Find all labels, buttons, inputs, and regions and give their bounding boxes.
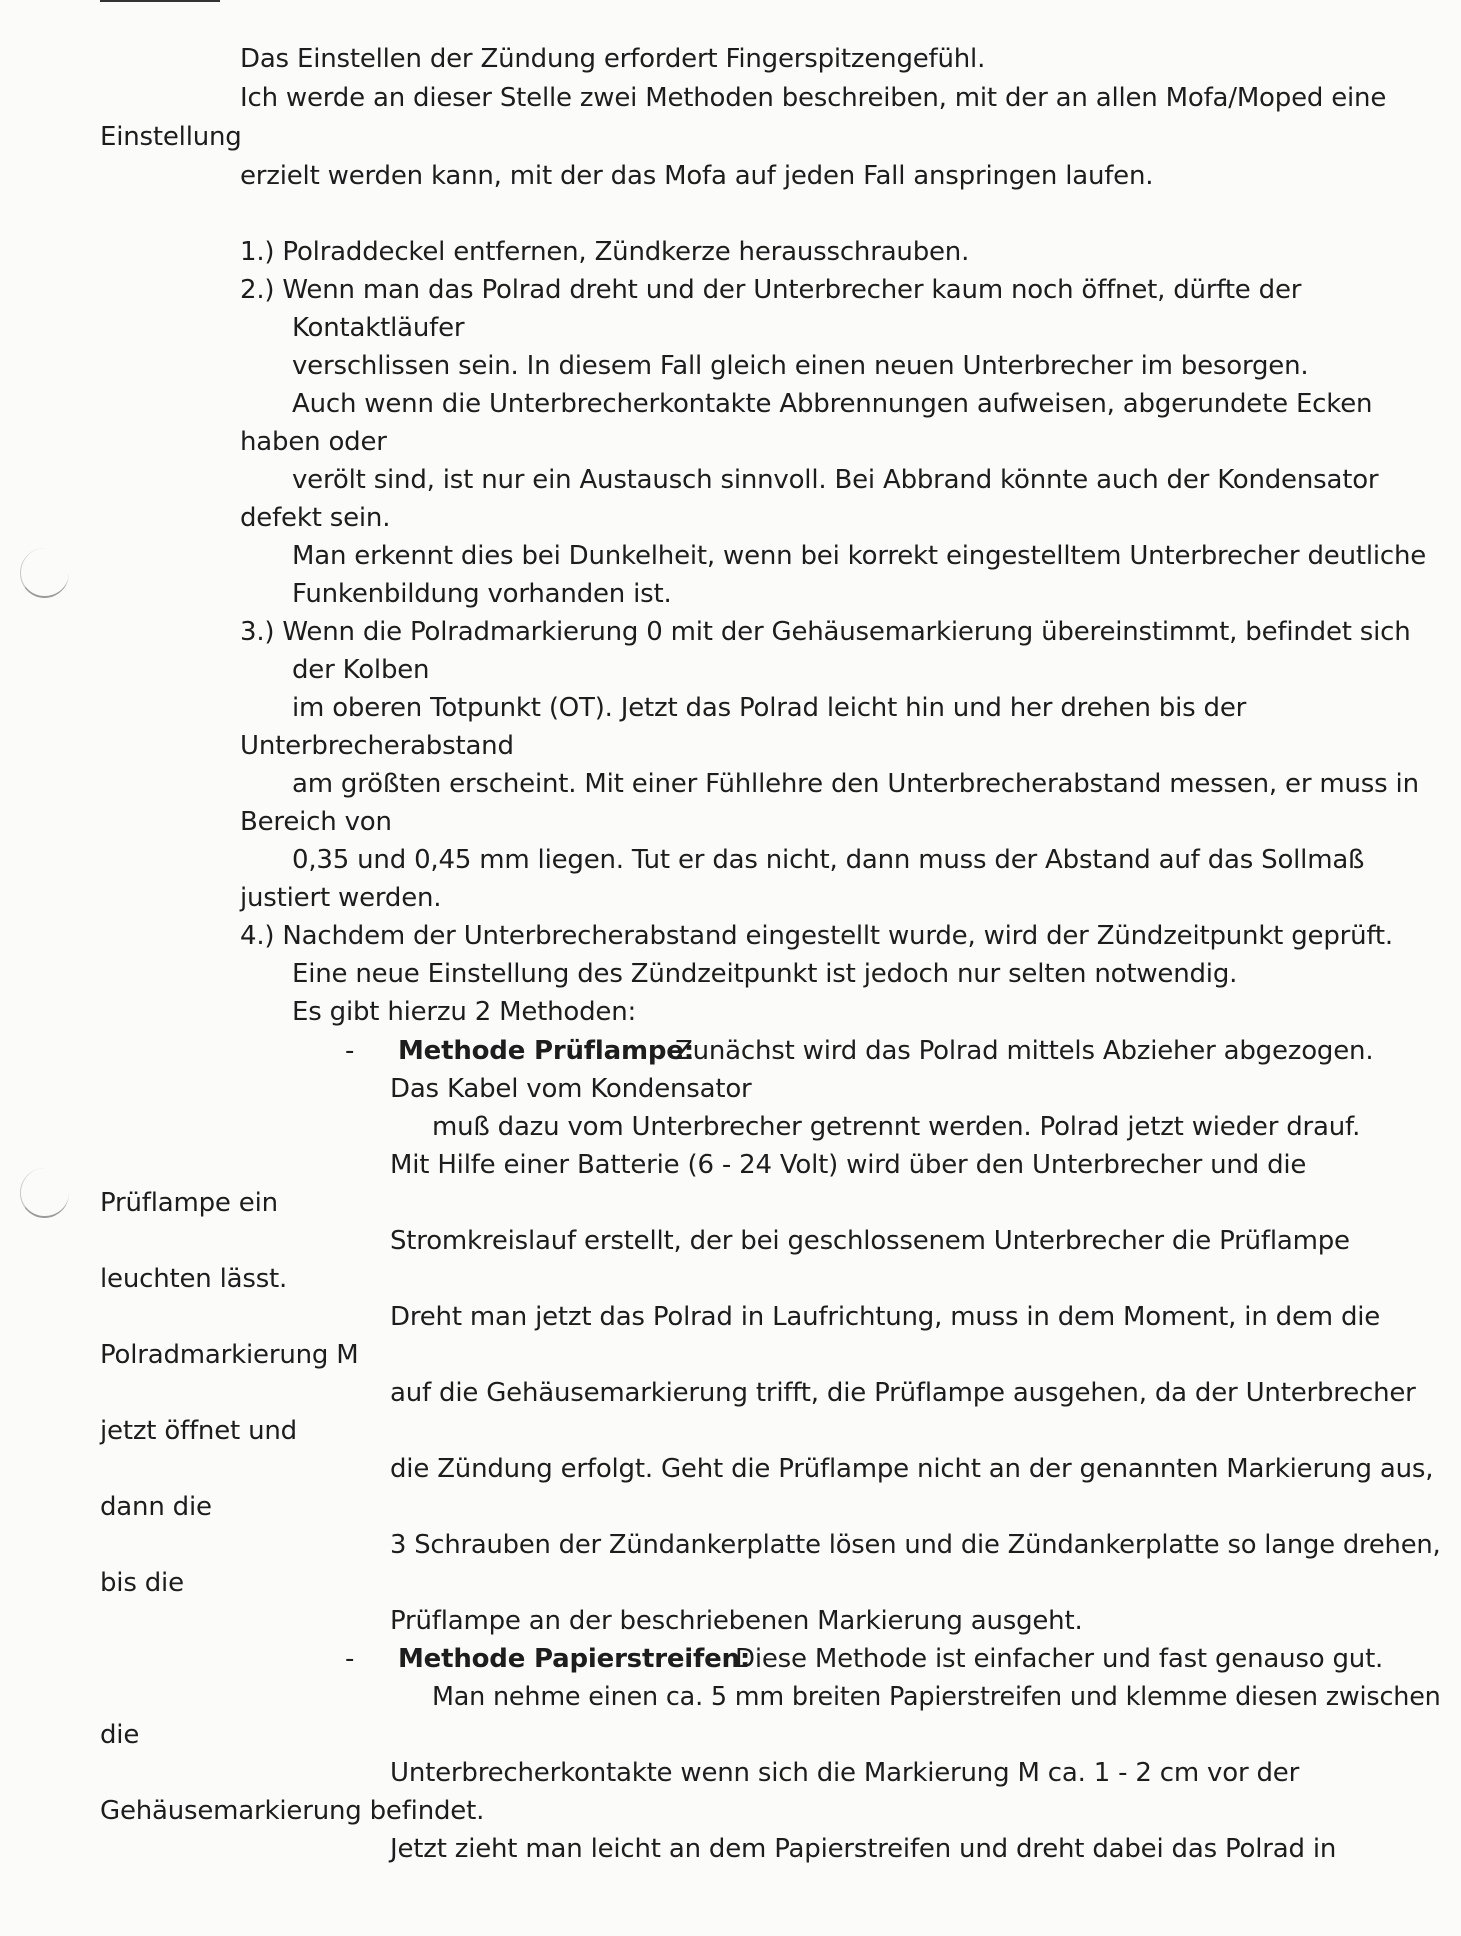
text-line: Stromkreislauf erstellt, der bei geschlossenem Unterbrecher die Prüflampe	[390, 1226, 1350, 1256]
text-line: erzielt werden kann, mit der das Mofa auf jeden Fall anspringen laufen.	[240, 161, 1154, 191]
text-line: 0,35 und 0,45 mm liegen. Tut er das nicht, dann muss der Abstand auf das Sollmaß	[292, 845, 1365, 875]
text-line: Gehäusemarkierung befindet.	[100, 1796, 485, 1826]
text-line: auf die Gehäusemarkierung trifft, die Prüflampe ausgehen, da der Unterbrecher	[390, 1378, 1416, 1408]
text-line: im oberen Totpunkt (OT). Jetzt das Polrad leicht hin und her drehen bis der	[292, 693, 1247, 723]
text-line: die	[100, 1720, 140, 1750]
text-line: 4.) Nachdem der Unterbrecherabstand eingestellt wurde, wird der Zündzeitpunkt geprüft.	[240, 921, 1393, 951]
text-line: Das Einstellen der Zündung erfordert Fingerspitzengefühl.	[240, 44, 986, 74]
text-line: Das Kabel vom Kondensator	[390, 1074, 752, 1104]
method-heading: Methode Papierstreifen:	[398, 1644, 751, 1674]
text-line: 2.) Wenn man das Polrad dreht und der Unterbrecher kaum noch öffnet, dürfte der	[240, 275, 1302, 305]
text-line: Auch wenn die Unterbrecherkontakte Abbrennungen aufweisen, abgerundete Ecken	[292, 389, 1373, 419]
text-line: Jetzt zieht man leicht an dem Papierstreifen und dreht dabei das Polrad in	[390, 1834, 1337, 1864]
top-rule	[100, 0, 220, 2]
text-line: Prüflampe an der beschriebenen Markierung ausgeht.	[390, 1606, 1083, 1636]
text-line: Ich werde an dieser Stelle zwei Methoden beschreiben, mit der an allen Mofa/Moped eine	[240, 83, 1387, 113]
text-line: Funkenbildung vorhanden ist.	[292, 579, 672, 609]
text-line: Bereich von	[240, 807, 392, 837]
text-line: Diese Methode ist einfacher und fast genauso gut.	[735, 1644, 1384, 1674]
bullet-dash: -	[345, 1644, 355, 1674]
text-line: muß dazu vom Unterbrecher getrennt werden. Polrad jetzt wieder drauf.	[432, 1112, 1361, 1142]
text-line: 1.) Polraddeckel entfernen, Zündkerze herausschrauben.	[240, 237, 970, 267]
text-line: der Kolben	[292, 655, 430, 685]
method-heading: Methode Prüflampe:	[398, 1036, 694, 1066]
text-line: leuchten lässt.	[100, 1264, 288, 1294]
text-line: justiert werden.	[240, 883, 442, 913]
text-line: Polradmarkierung M	[100, 1340, 359, 1370]
text-line: Dreht man jetzt das Polrad in Laufrichtung, muss in dem Moment, in dem die	[390, 1302, 1381, 1332]
text-line: bis die	[100, 1568, 184, 1598]
bullet-dash: -	[345, 1036, 355, 1066]
text-line: verölt sind, ist nur ein Austausch sinnvoll. Bei Abbrand könnte auch der Kondensator	[292, 465, 1379, 495]
text-line: Man erkennt dies bei Dunkelheit, wenn bei korrekt eingestelltem Unterbrecher deutliche	[292, 541, 1427, 571]
text-line: jetzt öffnet und	[100, 1416, 297, 1446]
text-line: dann die	[100, 1492, 212, 1522]
text-line: die Zündung erfolgt. Geht die Prüflampe nicht an der genannten Markierung aus,	[390, 1454, 1434, 1484]
text-line: Mit Hilfe einer Batterie (6 - 24 Volt) wird über den Unterbrecher und die	[390, 1150, 1307, 1180]
punch-hole-upper	[20, 548, 69, 598]
text-line: Zunächst wird das Polrad mittels Abzieher abgezogen.	[675, 1036, 1374, 1066]
text-line: 3.) Wenn die Polradmarkierung 0 mit der Gehäusemarkierung übereinstimmt, befindet sich	[240, 617, 1411, 647]
text-line: Es gibt hierzu 2 Methoden:	[292, 997, 637, 1027]
text-line: defekt sein.	[240, 503, 391, 533]
text-line: 3 Schrauben der Zündankerplatte lösen und die Zündankerplatte so lange drehen,	[390, 1530, 1441, 1560]
text-line: Eine neue Einstellung des Zündzeitpunkt ist jedoch nur selten notwendig.	[292, 959, 1238, 989]
text-line: Kontaktläufer	[292, 313, 465, 343]
text-line: Prüflampe ein	[100, 1188, 278, 1218]
text-line: Einstellung	[100, 122, 242, 152]
text-line: Man nehme einen ca. 5 mm breiten Papierstreifen und klemme diesen zwischen	[432, 1682, 1441, 1712]
text-line: Unterbrecherkontakte wenn sich die Markierung M ca. 1 - 2 cm vor der	[390, 1758, 1300, 1788]
punch-hole-lower	[20, 1168, 69, 1218]
text-line: haben oder	[240, 427, 387, 457]
text-line: am größten erscheint. Mit einer Fühllehre den Unterbrecherabstand messen, er muss in	[292, 769, 1419, 799]
text-line: verschlissen sein. In diesem Fall gleich einen neuen Unterbrecher im besorgen.	[292, 351, 1309, 381]
text-line: Unterbrecherabstand	[240, 731, 514, 761]
